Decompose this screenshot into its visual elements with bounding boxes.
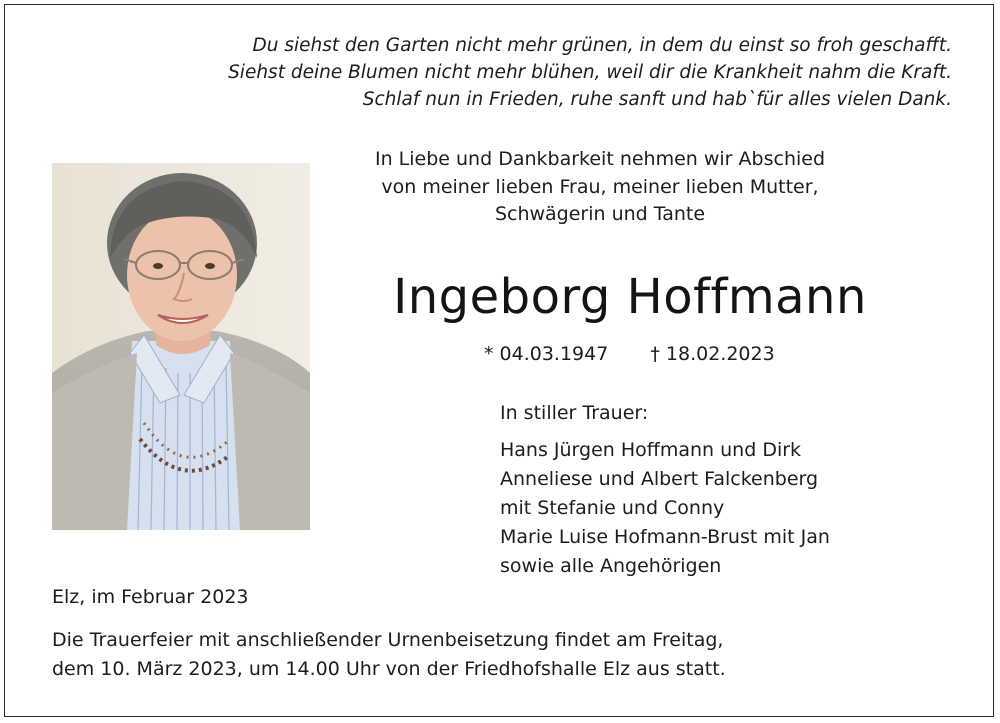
deceased-name: Ingeborg Hoffmann <box>393 269 867 325</box>
mourner-line: Hans Jürgen Hoffmann und Dirk <box>500 439 802 461</box>
place-date: Elz, im Februar 2023 <box>52 586 249 608</box>
poem-line: Du siehst den Garten nicht mehr grünen, in dem du einst so froh geschafft. <box>252 35 952 56</box>
portrait-photo <box>52 163 310 530</box>
poem <box>228 32 952 113</box>
mourner-line: mit Stefanie und Conny <box>500 497 725 519</box>
service-line: dem 10. März 2023, um 14.00 Uhr von der Friedhofshalle Elz aus statt. <box>52 658 726 680</box>
birth-date: * 04.03.1947 <box>484 343 609 365</box>
mourner-line: Marie Luise Hofmann-Brust mit Jan <box>500 526 830 548</box>
mourners-list <box>500 436 830 581</box>
death-date: † 18.02.2023 <box>650 343 775 365</box>
intro-line: In Liebe und Dankbarkeit nehmen wir Abschied <box>374 148 826 170</box>
mourner-line: sowie alle Angehörigen <box>500 555 722 577</box>
service-notice <box>52 626 726 684</box>
service-line: Die Trauerfeier mit anschließender Urnenbeisetzung findet am Freitag, <box>52 629 724 651</box>
poem-line: Siehst deine Blumen nicht mehr blühen, weil dir die Krankheit nahm die Kraft. <box>228 62 952 83</box>
portrait-illustration <box>52 163 310 530</box>
intro-line: von meiner lieben Frau, meiner lieben Mutter, <box>381 175 819 198</box>
poem-line: Schlaf nun in Frieden, ruhe sanft und hab`für alles vielen Dank. <box>362 89 952 110</box>
life-dates <box>484 341 775 367</box>
intro-line: Schwägerin und Tante <box>494 203 706 225</box>
mourner-line: Anneliese und Albert Falckenberg <box>500 468 819 490</box>
mourning-heading: In stiller Trauer: <box>500 402 649 424</box>
intro-text <box>340 146 860 229</box>
